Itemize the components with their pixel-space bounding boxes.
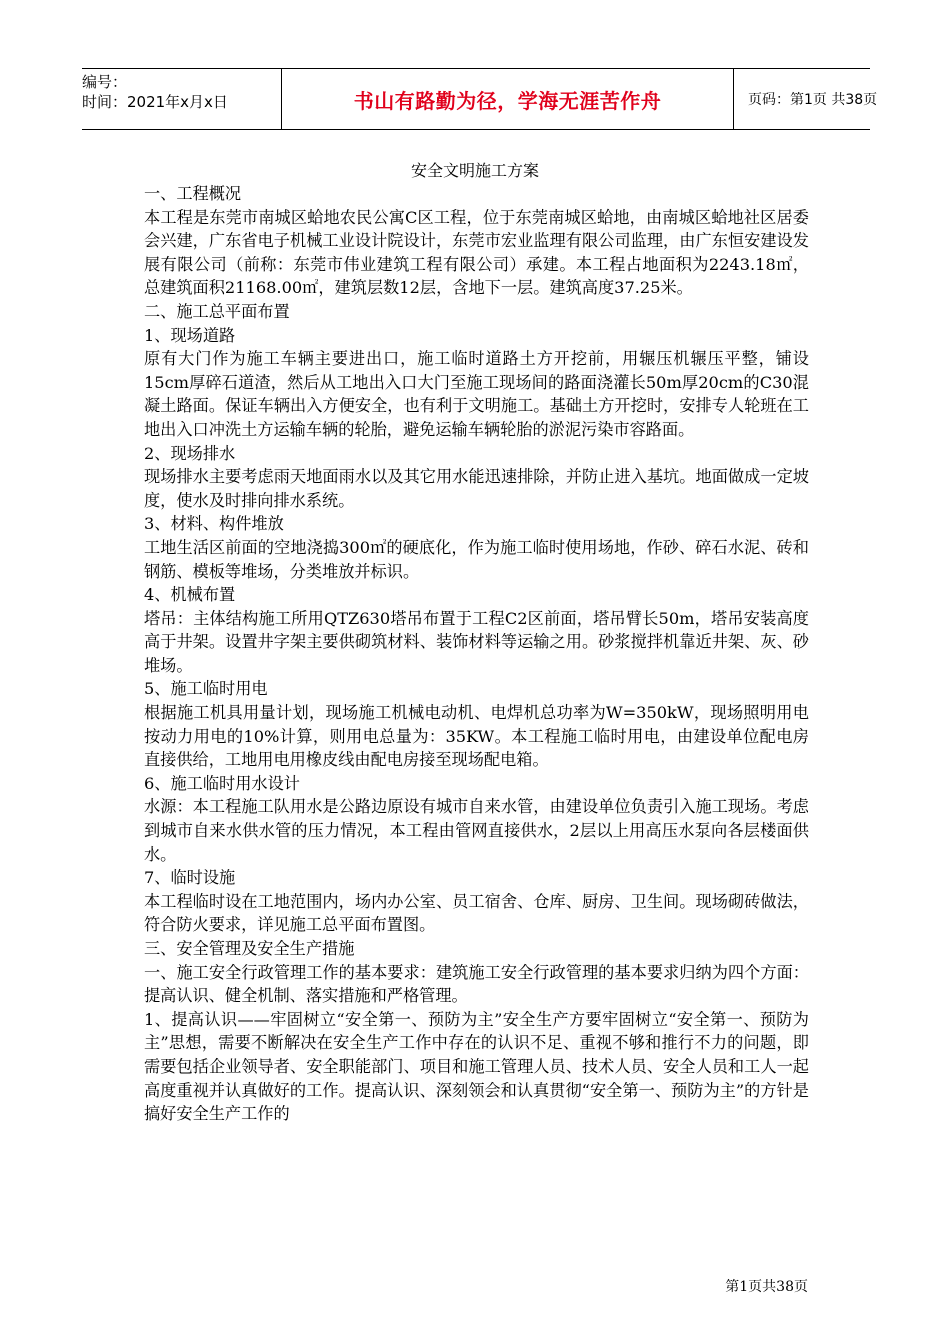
document-date-label: 时间：2021年x月x日: [82, 93, 228, 111]
page-footer: 第1页共38页: [725, 1279, 808, 1295]
header-motto-cell: [282, 69, 734, 129]
subsection-heading: 1、现场道路: [144, 325, 236, 345]
subsection-heading: 2、现场排水: [144, 443, 236, 463]
body-paragraph: 一、施工安全行政管理工作的基本要求：建筑施工安全行政管理的基本要求归纳为四个方面：提高认识、健全机制、落实措施和严格管理。: [144, 962, 809, 1006]
body-paragraph: 塔吊：主体结构施工所用QTZ630塔吊布置于工程C2区前面，塔吊臂长50m，塔吊安装高度高于井架。设置井字架主要供砌筑材料、装饰材料等运输之用。砂浆搅拌机靠近井架、灰、砂堆场。: [144, 608, 809, 675]
body-paragraph: 现场排水主要考虑雨天地面雨水以及其它用水能迅速排除，并防止进入基坑。地面做成一定坡度，使水及时排向排水系统。: [144, 467, 809, 510]
body-paragraph: 根据施工机具用量计划，现场施工机械电动机、电焊机总功率为W=350kW，现场照明用电按动力用电的10%计算，则用电总量为：35KW。本工程施工临时用电，由建设单位配电房直接供给，工地用电用橡皮线由配电房接至现场配电箱。: [144, 703, 809, 770]
body-paragraph: 本工程是东莞市南城区蛤地农民公寓C区工程，位于东莞南城区蛤地，由南城区蛤地社区居委会兴建，广东省电子机械工业设计院设计，东莞市宏业监理有限公司监理，由广东恒安建设发展有限公司（前称：东莞市伟业建筑工程有限公司）承建。本工程占地面积为2243.18㎡，总建筑面积21168.00㎡，建筑层数12层，含地下一层。建筑高度37.25米。: [144, 207, 809, 298]
header-table: [82, 68, 878, 130]
document-title: 安全文明施工方案: [410, 161, 539, 180]
subsection-heading: 6、施工临时用水设计: [144, 773, 300, 793]
section-heading: 一、工程概况: [144, 184, 242, 203]
body-paragraph: 1、提高认识——牢固树立“安全第一、预防为主”安全生产方要牢固树立“安全第一、预防为主”思想，需要不断解决在安全生产工作中存在的认识不足、重视不够和推行不力的问题，即需要包括企业领导者、安全职能部门、项目和施工管理人员、技术人员、安全人员和工人一起高度重视并认真做好的工作。提高认识、深刻领会和认真贯彻“安全第一、预防为主”的方针是搞好安全生产工作的: [144, 1009, 809, 1124]
body-paragraph: 水源：本工程施工队用水是公路边原设有城市自来水管，由建设单位负责引入施工现场。考虑到城市自来水供水管的压力情况，本工程由管网直接供水，2层以上用高压水泵向各层楼面供水。: [144, 797, 809, 864]
body-paragraph: 本工程临时设在工地范围内，场内办公室、员工宿舍、仓库、厨房、卫生间。现场砌砖做法，符合防火要求，详见施工总平面布置图。: [144, 891, 809, 935]
header-motto: 书山有路勤为径，学海无涯苦作舟: [353, 88, 662, 113]
header-page-info: 页码：第1页 共38页: [748, 92, 878, 108]
subsection-heading: 7、临时设施: [144, 868, 236, 888]
document-body: [144, 182, 809, 1126]
body-paragraph: 原有大门作为施工车辆主要进出口，施工临时道路土方开挖前，用辗压机辗压平整，铺设15cm厚碎石道渣，然后从工地出入口大门至施工现场间的路面浇灌长50m厚20cm的C30混凝土路面。保证车辆出入方便安全，也有利于文明施工。基础土方开挖时，安排专人轮班在工地出入口冲洗土方运输车辆的轮胎，避免运输车辆轮胎的淤泥污染市容路面。: [144, 349, 809, 439]
header-page-cell: [734, 69, 878, 129]
section-heading: 二、施工总平面布置: [144, 301, 290, 321]
header-meta-cell: [82, 69, 282, 129]
body-paragraph: 工地生活区前面的空地浇捣300㎡的硬底化，作为施工临时使用场地，作砂、碎石水泥、砖和钢筋、模板等堆场，分类堆放并标识。: [144, 537, 809, 581]
subsection-heading: 3、材料、构件堆放: [144, 514, 284, 534]
document-number-label: 编号：: [82, 73, 128, 91]
subsection-heading: 4、机械布置: [144, 585, 236, 605]
section-heading: 三、安全管理及安全生产措施: [144, 939, 355, 958]
subsection-heading: 5、施工临时用电: [144, 679, 268, 699]
